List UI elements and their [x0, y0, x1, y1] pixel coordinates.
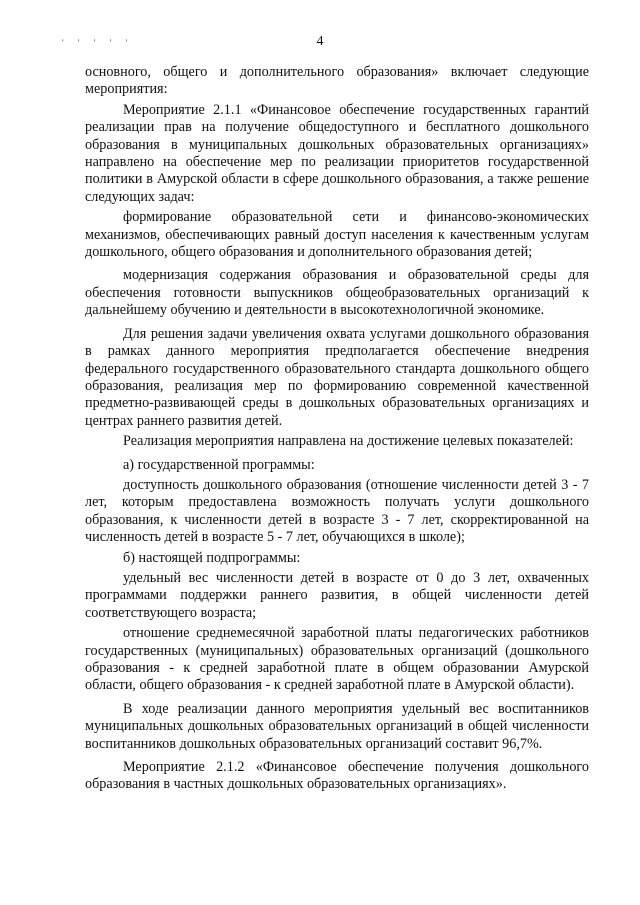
paragraph-measure-2-1-2: Мероприятие 2.1.2 «Финансовое обеспечение получения дошкольного образования в частных дошкольных образовательных организациях».	[85, 759, 589, 793]
paragraph-pupils-share-result: В ходе реализации данного мероприятия удельный вес воспитанников муниципальных дошкольных образовательных организаций в общей численности воспитанников дошкольных образовательных организаций составит 96,7%.	[85, 700, 589, 752]
paragraph-task-modernization: модернизация содержания образования и образовательной среды для обеспечения готовности выпускников общеобразовательных организаций к дальнейшему обучению и деятельности в высокотехнологичной экономике.	[85, 267, 589, 319]
list-item-state-program: а) государственной программы:	[123, 456, 315, 473]
paragraph-salary-ratio-indicator: отношение среднемесячной заработной платы педагогических работников государственных (муниципальных) образовательных организаций (дошкольного образования - к средней заработной плате в общем образовании Амурской области, общего образования - к средней заработной плате в Амурской области).	[85, 625, 589, 694]
paragraph-early-development-indicator: удельный вес численности детей в возрасте от 0 до 3 лет, охваченных программами поддержки раннего развития, в общей численности детей соответствующего возраста;	[85, 569, 589, 621]
page-number: 4	[316, 34, 324, 49]
document-body	[85, 64, 589, 794]
list-item-subprogram: б) настоящей подпрограммы:	[123, 549, 301, 566]
paragraph-target-indicators: Реализация мероприятия направлена на достижение целевых показателей:	[123, 433, 574, 450]
paragraph-coverage-increase: Для решения задачи увеличения охвата услугами дошкольного образования в рамках данного мероприятия предполагается обеспечение внедрения федерального государственного образовательного стандарта дошкольного общего образования, реализация мер по формированию современной качественной предметно-развивающей среды в дошкольных образовательных организациях и центрах раннего развития детей.	[85, 325, 589, 429]
paragraph-availability-indicator: доступность дошкольного образования (отношение численности детей 3 - 7 лет, которым предоставлена возможность получать услуги дошкольного образования, к численности детей в возрасте 3 - 7 лет, скорректированной на численность детей в возрасте 5 - 7 лет, обучающихся в школе);	[85, 476, 589, 546]
paragraph-measure-2-1-1: Мероприятие 2.1.1 «Финансовое обеспечение государственных гарантий реализации прав на получение общедоступного и бесплатного дошкольного образования в муниципальных дошкольных образовательных организациях» направлено на обеспечение мер по реализации приоритетов государственной политики в Амурской области в сфере дошкольного образования, а также решение следующих задач:	[85, 101, 589, 205]
paragraph-task-network-formation: формирование образовательной сети и финансово-экономических механизмов, обеспечивающих равный доступ населения к качественным услугам дошкольного, общего образования и дополнительного образования детей;	[85, 209, 589, 261]
paragraph-intro-continuation: основного, общего и дополнительного образования» включает следующие мероприятия:	[85, 64, 589, 98]
scan-artifact-marks: ' ' ' ' '	[62, 38, 134, 48]
